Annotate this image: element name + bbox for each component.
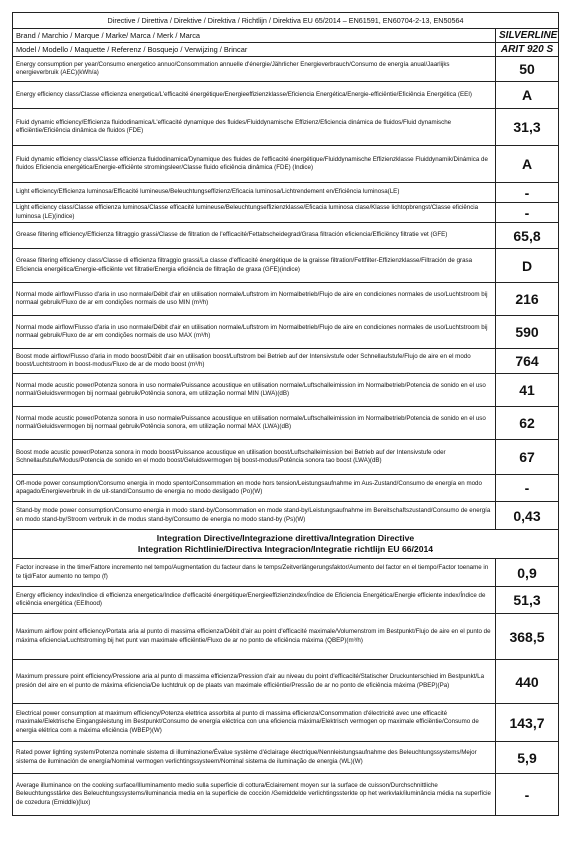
integration-section-title: [13, 530, 559, 559]
spec-label: Normal mode airflow/Flusso d'aria in uso normale/Débit d'air en utilisation normale/Luftstrom im Normalbetrieb/Flujo de aire en condiciones normales de uso/Luchtstroom bij normaal gebruik/Fluxo de ar em condições normais de uso MAX (m³/h): [13, 316, 496, 349]
spec-value: 5,9: [496, 742, 559, 774]
spec-value: 216: [496, 283, 559, 316]
spec-label: Grease filtering efficiency class/Classe di efficienza filtraggio grassi/La classe d'efficacité énergétique de la graisse filtration/Fettfilter-Effizienzklasse/Filtración de grasa Eficiencia energética/Energie-efficiënte vet filtratie/Energia eficiência de filtração de graxa (GFE)(indice): [13, 249, 496, 283]
model-value: ARIT 920 S: [496, 43, 559, 57]
spec-value: 62: [496, 407, 559, 440]
spec-row: [13, 249, 559, 283]
spec-row: [13, 559, 559, 587]
spec-value: 0,43: [496, 502, 559, 530]
spec-value: 764: [496, 349, 559, 374]
model-label: Model / Modello / Maquette / Referenz / Bosquejo / Verwijzing / Brincar: [13, 43, 496, 57]
spec-value: -: [496, 774, 559, 816]
spec-value: A: [496, 82, 559, 109]
spec-value: 590: [496, 316, 559, 349]
spec-row: [13, 475, 559, 502]
spec-value: 51,3: [496, 587, 559, 614]
spec-value: 41: [496, 374, 559, 407]
spec-value: A: [496, 146, 559, 183]
directive-header-row: [13, 13, 559, 29]
spec-row: [13, 742, 559, 774]
spec-row: [13, 614, 559, 660]
spec-row: [13, 774, 559, 816]
spec-row: [13, 283, 559, 316]
spec-row: [13, 146, 559, 183]
spec-label: Rated power lighting system/Potenza nominale sistema di illuminazione/Évalue système d'éclairage électrique/Nennleistungsaufnahme des Beleuchtungssystems/Mejor sistema de iluminación de energía/Nominal vermogen verlichtingssysteem/Nominal sistema de iluminação de energia (WL)(W): [13, 742, 496, 774]
spec-label: Fluid dynamic efficiency/Efficienza fluidodinamica/L'efficacité dynamique des fluides/Fluiddynamische Effizienz/Eficiencia dinámica de fluidos/Fluid dynamische efficiëntie/Eficiência dinâmica de fluidos (FDE): [13, 109, 496, 146]
spec-row: [13, 316, 559, 349]
spec-label: Energy efficiency class/Classe efficienza energetica/L'efficacité énergétique/Energieeffizienzklasse/Eficiencia Energética/Energie-efficiëntie/Eficiência Energética (EEI): [13, 82, 496, 109]
spec-label: Maximum pressure point efficiency/Pressione aria al punto di massima efficienza/Pression d'air au niveau du point d'efficacité/Statischer Druckunterschied im Bestpunkt/La presión del aire en el punto de máxima eficiencia/De luchtdruk op de plaats van maximale efficiëntie/Pressão de ar no ponto de eficiência máxima (PBEP)(Pa): [13, 660, 496, 704]
spec-value: 65,8: [496, 223, 559, 249]
spec-row: [13, 374, 559, 407]
spec-label: Off-mode power consumption/Consumo energia in modo spento/Consommation en mode hors tension/Leistungsaufnahme im Aus-Zustand/Consumo de energía en modo apagado/Energieverbruik in de uit-stand/Consumo de energia no modo desligado (Po)(W): [13, 475, 496, 502]
integration-section-row: [13, 530, 559, 559]
spec-row: [13, 57, 559, 82]
spec-row: [13, 407, 559, 440]
spec-label: Light efficiency/Efficienza luminosa/Efficacité lumineuse/Beleuchtungseffizienz/Eficacia luminosa/Lichtrendement en/Eficiência luminosa(LE): [13, 183, 496, 203]
spec-label: Factor increase in the time/Fattore incremento nel tempo/Augmentation du facteur dans le temps/Zeitverlängerungsfaktor/Aumento del factor en el tiempo/Factor toename in te tijd/Fator aumento no tempo (f): [13, 559, 496, 587]
spec-row: [13, 440, 559, 475]
spec-label: Average illuminance on the cooking surface/Illuminamento medio sulla superficie di cottura/Eclairement moyen sur la surface de cuisson/Durchschnittliche Beleuchtungsstärke des Beleuchtungssystems/iluminancia media en la superficie de cocción /Gemiddelde verlichtingssterkte op het werkvlak/iluminância média na superfície de cozedura (Emiddle)(lux): [13, 774, 496, 816]
spec-row: [13, 660, 559, 704]
spec-label: Normal mode acustic power/Potenza sonora in uso normale/Puissance acoustique en utilisation normale/Luftschalleimission im Normalbetrieb/Potencia de sonido en el uso normal/Geluidsvermogen bij normaal gebruik/Potência sonora, em utilização normal MAX (LWA)(dB): [13, 407, 496, 440]
spec-value: 31,3: [496, 109, 559, 146]
spec-label: Electrical power consumption at maximum efficiency/Potenza elettrica assorbita al punto di massima efficienza/Consommation d'électricité avec une efficacité maximale/Elektrische Eingangsleistung im Bestpunkt/Consumo de energía eléctrica con una eficiencia máxima/Elektrisch vermogen op maximale efficiëntie/Consumo de energia elétrica com a máxima eficiência (WBEP)(W): [13, 704, 496, 742]
spec-row: [13, 587, 559, 614]
model-row: [13, 43, 559, 57]
spec-row: [13, 203, 559, 223]
spec-label: Normal mode airflow/Flusso d'aria in uso normale/Débit d'air en utilisation normale/Luftstrom im Normalbetrieb/Flujo de aire en condiciones normales de uso/Luchtstroom bij normaal gebruik/Fluxo de ar em condições normais de uso MIN (m³/h): [13, 283, 496, 316]
spec-label: Boost mode acustic power/Potenza sonora in modo boost/Puissance acoustique en utilisation boost/Luftschalleimission bei Betrieb auf der Intensivstufe oder Schnellaufstufe/Modus/Potencia de sonido en el modo boost/Geluidsvermogen bij boost-modus/Potência sonora tao boost (LWA)(dB): [13, 440, 496, 475]
brand-label: Brand / Marchio / Marque / Marke/ Marca / Merk / Marca: [13, 29, 496, 43]
spec-value: -: [496, 475, 559, 502]
spec-label: Stand-by mode power consumption/Consumo energia in modo stand-by/Consommation en mode stand-by/Leistungsaufnahme im Bereitschaftszustand/Consumo de energía en modo stand-by/Stroom verbruik in de modus stand-by/Consumo de energia no modo stand-by (Ps)(W): [13, 502, 496, 530]
spec-value: -: [496, 183, 559, 203]
spec-label: Grease filtering efficiency/Efficienza filtraggio grassi/Classe de filtration de l'efficacité/Fettabscheidegrad/Grasa filtración eficiencia/Efficiëncy filtratie vet (GFE): [13, 223, 496, 249]
integration-title-line-1: Integration Directive/Integrazione direttiva/Integration Directive: [156, 533, 415, 543]
spec-value: D: [496, 249, 559, 283]
spec-value: 368,5: [496, 614, 559, 660]
spec-row: [13, 82, 559, 109]
spec-label: Energy consumption per year/Consumo energetico annuo/Consommation annuelle d'énergie/Jährlicher Energieverbrauch/Consumo de energía anual/Jaarlijks energieverbruik (AEC)(kWh/a): [13, 57, 496, 82]
spec-value: 0,9: [496, 559, 559, 587]
spec-label: Light efficiency class/Classe efficienza luminosa/Classe efficacité lumineuse/Beleuchtungseffizienzklasse/Eficacia luminosa clase/Klasse lichtopbrengst/Classe eficiência luminosa (LE)(indice): [13, 203, 496, 223]
integration-title-line-2: Integration Richtlinie/Directiva Integracion/Integratie richtlijn EU 66/2014: [137, 544, 434, 554]
spec-value: 67: [496, 440, 559, 475]
spec-label: Fluid dynamic efficiency class/Classe efficienza fluidodinamica/Dynamique des fluides de l'efficacité énergétique/Fluiddynamische Effizienzklasse Fluiddynamik/Dinámica de fluidos Eficiencia energética/Energie-efficiënte stromingsleer/Classe fluido eficiência dinâmica (FDE) (Indice): [13, 146, 496, 183]
spec-value: 143,7: [496, 704, 559, 742]
brand-row: [13, 29, 559, 43]
spec-value: 440: [496, 660, 559, 704]
spec-label: Boost mode airflow/Flusso d'aria in modo boost/Débit d'air en utilisation boost/Luftstrom bei Betrieb auf der Intensivstufe oder Schnellaufstufe/Flujo de aire en el modo boost/Luchtstroom in boost-modus/Fluxo de ar de modo boost (m³/h): [13, 349, 496, 374]
spec-row: [13, 349, 559, 374]
spec-row: [13, 223, 559, 249]
directive-header: Directive / Direttiva / Direktive / Direktiva / Richtlijn / Direktiva EU 65/2014 – EN61591, EN60704-2-13, EN50564: [13, 13, 559, 29]
spec-value: 50: [496, 57, 559, 82]
spec-row: [13, 183, 559, 203]
spec-value: -: [496, 203, 559, 223]
spec-label: Energy efficiency index/Indice di efficienza energetica/Indice d'efficacité énergétique/Energieeffizienzindex/Índice de Eficiencia Energética/Energie efficiente index/Índice de eficiência energética (EEIhood): [13, 587, 496, 614]
brand-value: SILVERLINE: [496, 29, 559, 43]
spec-label: Normal mode acustic power/Potenza sonora in uso normale/Puissance acoustique en utilisation normale/Luftschalleimission im Normalbetrieb/Potencia de sonido en el uso normal/Geluidsvermogen bij normaal gebruik/Potência sonora, em utilização normal MIN (LWA)(dB): [13, 374, 496, 407]
spec-row: [13, 109, 559, 146]
energy-label-table: [12, 12, 559, 816]
spec-row: [13, 704, 559, 742]
spec-row: [13, 502, 559, 530]
spec-label: Maximum airflow point efficiency/Portata aria al punto di massima efficienza/Débit d'air au point d'efficacité maximale/Volumenstrom im Bestpunkt/Flujo de aire en el punto de máxima eficiencia/Luchtstroming bij het punt van maximale efficiëntie/Fluxo de ar no ponto de eficiência máxima (QBEP)(m³/h): [13, 614, 496, 660]
